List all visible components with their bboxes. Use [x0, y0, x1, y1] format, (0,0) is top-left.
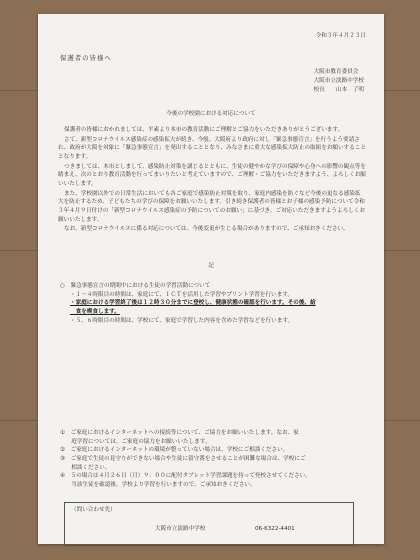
body-paragraph: さて、新型コロナウイルス感染症の感染拡大が続き、今般、大阪府より政府に対し「緊急事態宣言」を行うよう要請され、政府が大阪を対象に「緊急事態宣言」を発出することとなり、みなさまに重大な感染拡大防止の取組をお願いすることとなります。	[58, 136, 366, 160]
note-line: ④ ５の場合は４月２６日（月）９：００に配付タブレット学習課題を持って登校させてください。	[60, 473, 311, 480]
notes-list	[60, 429, 370, 490]
body-paragraph: 保護者の皆様におかれましては、平素より本市の教育活動にご理解とご協力をいただきありがとうございます。	[64, 127, 344, 133]
sender-block	[314, 68, 364, 95]
body-paragraph: また、学校園以外での日常生活においても各ご家庭で感染防止対策を取り、家庭内感染を防ぐなど今後の更なる感染拡大を防止するため、子どもたちの学びの保障をお願いいたします。引き続き保護者の皆様とお子様の感染予防について令和３年４月９日付けの「新型コロナウイルス感染症の予防についてのお願い」に基づき、ご対応いただきますようよろしくお願いいたします。	[58, 190, 365, 223]
body-text	[58, 126, 366, 235]
note-line: ① ご家庭におけるインターネットへの接続等について、ご協力をお願いいたします。なお、家	[60, 430, 299, 436]
note-line: ③ ご家庭で生徒の見守りができない場合や生徒に留守番をさせることが困難な場合は、学校にご	[60, 455, 306, 462]
contact-box	[64, 502, 354, 546]
body-paragraph: なお、新型コロナウイルスに係る対応については、今後変更が生じる場合がありますので、ご承知おきください。	[64, 226, 349, 233]
sender-line: 校長 山本 了明	[313, 87, 364, 93]
list-item: ・５、６時限目の時間は、学校にて、家庭で学習した内容を含めた学習などを行います。	[70, 317, 294, 324]
contact-label: （問い合わせ先）	[71, 507, 116, 513]
salutation: 保護者の皆様へ	[60, 54, 112, 62]
contact-phone: 06-6322-4401	[255, 526, 295, 532]
note-line: 当該生徒を確認後、学校より学習を行いますので、ご承知おきください。	[60, 481, 256, 488]
document-title: 今後の学校園における対応について	[166, 111, 256, 117]
sender-line: 大阪市教育委員会	[313, 69, 359, 75]
learning-activities-section	[60, 282, 370, 325]
body-paragraph: つきましては、本市としまして、感染防止対策を講じるとともに、生徒の健やかな学びの保障や心身への影響の観点等を踏まえ、次のとおり教育活動を行ってまいりたいと考えていますので、ご理解・ご協力をいただきますよう、よろしくお願いいたします。	[58, 163, 366, 187]
ki-heading: 記	[208, 263, 214, 269]
sender-line: 大阪市立淡路中学校	[313, 78, 364, 84]
list-item-emphasis: 食を喫食します。	[70, 308, 120, 315]
note-line: 相談ください。	[60, 464, 111, 471]
list-item-emphasis: ・家庭における学習終了後は１２時３０分までに登校し、健康状態の確認を行います。その後、給	[70, 300, 316, 307]
note-line: 庭学習については、ご家庭の協力をお願いいたします。	[60, 438, 211, 445]
document-page	[38, 14, 384, 544]
contact-org: 大阪市立淡路中学校	[155, 526, 206, 532]
note-line: ② ご家庭におけるインターネットの環境が整っていない場合は、学校にご相談ください。	[60, 447, 289, 454]
section-heading: ○ 緊急事態宣言の期間中における生徒の学習活動について	[60, 283, 211, 289]
list-item: ・１～４時限目の時間は、家庭にて、ＩＣＴを活用した学習やプリント学習を行います。	[70, 291, 293, 298]
document-date: 令和３年４月２３日	[315, 33, 366, 39]
